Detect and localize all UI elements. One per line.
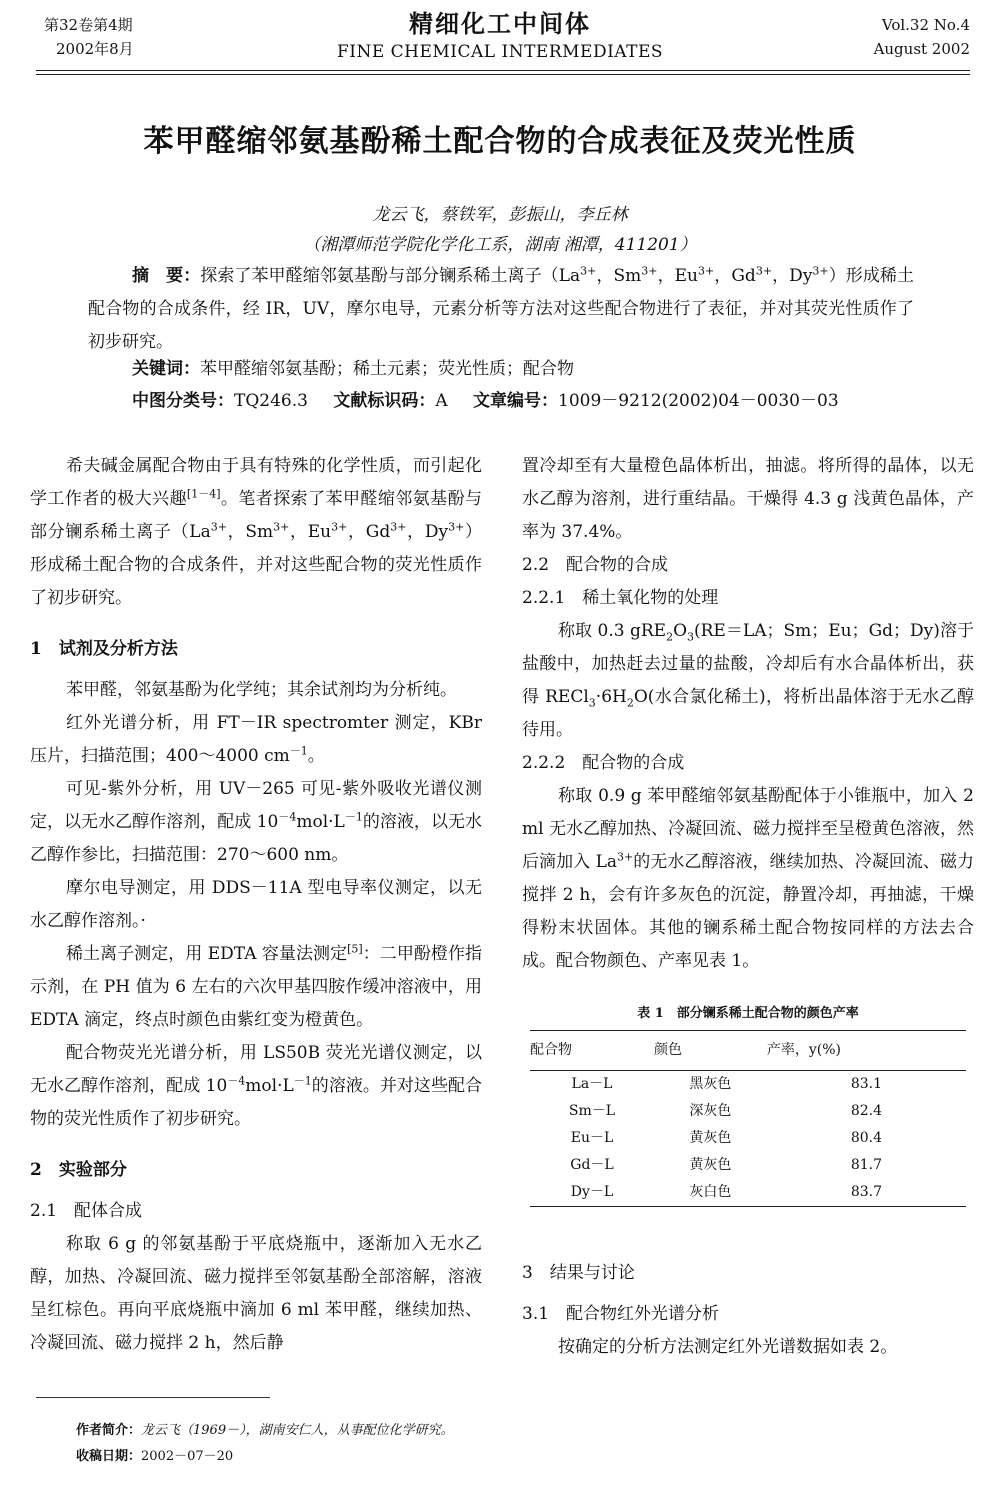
header-rule-top: [36, 70, 970, 71]
uv-text-a: 可见-紫外分析，用 UV－265 可见-紫外吸收光谱仪测定，以无水乙醇作溶剂，配成 10: [30, 779, 482, 832]
classification-line: [88, 388, 914, 414]
paragraph-conductance: 摩尔电导测定，用 DDS－11A 型电导率仪测定，以无水乙醇作溶剂。·: [30, 878, 482, 931]
intro-text-1: 希夫碱金属配合物由于具有特殊的化学性质，而引起化学工作者的极大兴趣: [30, 456, 482, 509]
article-title: 苯甲醛缩邻氨基酚稀土配合物的合成表征及荧光性质: [143, 124, 857, 159]
intro-text-3: 形成稀土配合物的合成条件，并对这些配合物的荧光性质作了初步研究。: [30, 555, 482, 608]
doc-code-label: 文献标识码：: [333, 391, 436, 411]
rare-earth-ref: [5]: [347, 942, 363, 956]
keywords-label: 关键词：: [132, 359, 200, 379]
paragraph-reagents: 苯甲醛，邻氨基酚为化学纯；其余试剂均为分析纯。: [66, 680, 457, 700]
section-2-heading: 2 实验部分: [30, 1160, 127, 1180]
fluorescence-text-a: 配合物荧光光谱分析，用 LS50B 荧光光谱仪测定，以无水乙醇作溶剂，配成 10: [30, 1043, 482, 1096]
table-cell: 深灰色: [689, 1103, 732, 1119]
header-volume-en: Vol.32 No.4: [881, 16, 970, 34]
rare-earth-text-a: 稀土离子测定，用 EDTA 容量法测定: [66, 944, 348, 964]
oxide-text-a: 称取 0.3 gRE: [558, 621, 667, 641]
paragraph-ligand-continued: 置冷却至有大量橙色晶体析出，抽滤。将所得的晶体，以无水乙醇为溶剂，进行重结晶。干燥得 4.3 g 浅黄色晶体，产率为 37.4%。: [522, 456, 974, 542]
article-number-value: 1009－9212(2002)04－0030－03: [558, 391, 839, 411]
abstract-label: 摘 要：: [132, 266, 201, 286]
section-2-1-heading: 2.1 配体合成: [30, 1201, 143, 1221]
table-cell: 82.4: [850, 1103, 882, 1119]
table-cell: Dy－L: [530, 1179, 654, 1207]
authors: 龙云飞，蔡铁军，彭振山，李丘林: [372, 205, 628, 225]
table-cell: 黄灰色: [689, 1130, 732, 1146]
table-header-yield: 产率，y(%): [767, 1031, 966, 1071]
table-cell: 黑灰色: [689, 1076, 732, 1092]
table-row: [530, 1125, 966, 1152]
table-cell: 80.4: [850, 1130, 882, 1146]
table-1-caption: 表 1 部分镧系稀土配合物的颜色产率: [637, 1006, 859, 1021]
keywords-line: [88, 356, 914, 382]
intro-text-2: 。笔者探索了苯甲醛缩邻氨基酚与部分镧系稀土离子（La: [30, 489, 483, 542]
clc-value: TQ246.3: [234, 391, 308, 411]
complex-text-a: 称取 0.9 g 苯甲醛缩邻氨基酚配体于小锥瓶中，加入 2 ml 无水乙醇加热、冷凝回流、磁力搅拌至呈橙黄色溶液，然后滴加入 La: [522, 786, 974, 872]
right-column: [522, 450, 974, 1364]
intro-ref: [1－4]: [186, 487, 221, 501]
journal-title-cn: 精细化工中间体: [409, 9, 591, 38]
abstract-text-a: 探索了苯甲醛缩邻氨基酚与部分镧系稀土离子（La: [200, 266, 581, 286]
oxide-text-c: (水合氯化稀土)，将析出晶体溶于无水乙醇待用。: [522, 687, 975, 740]
paragraph-oxide-treatment: 称取 0.3 $gRE_2O_3(RE=LA$；Sm；Eu；Gd；Dy)溶于盐酸中，加热赶去过量的盐酸，冷却后有水合晶体析出，获得 $RECl_3\cdot 6H_2O$(水合氯化稀土)，将析出晶体溶于无水乙醇待用。: [522, 621, 975, 740]
intro-paragraph: 希夫碱金属配合物由于具有特殊的化学性质，而引起化学工作者的极大兴趣[1－4]。笔者探索了苯甲醛缩邻氨基酚与部分镧系稀土离子（$La^{3+}$，$Sm^{3+}$，$Eu^{3+}$，$Gd^{3+}$，$Dy^{3+}$）形成稀土配合物的合成条件，并对这些配合物的荧光性质作了初步研究。: [30, 456, 483, 608]
table-row: [530, 1098, 966, 1125]
header-date-cn: 2002年8月: [56, 40, 134, 58]
table-row: [530, 1071, 966, 1099]
left-column: [30, 450, 482, 1360]
table-cell: 81.7: [850, 1157, 882, 1173]
paragraph-ir: 红外光谱分析，用 FT－IR spectromter 测定，KBr 压片，扫描范围；400～4000 $cm^{-1}$。: [30, 713, 482, 766]
section-3-heading: 3 结果与讨论: [522, 1263, 635, 1283]
table-cell: Sm－L: [568, 1103, 616, 1119]
abstract: 摘 要：探索了苯甲醛缩邻氨基酚与部分镧系稀土离子（$La^{3+}$，$Sm^{3+}$，$Eu^{3+}$，$Gd^{3+}$，$Dy^{3+}$）形成稀土配合物的合成条件，经 IR，UV，摩尔电导，元素分析等方法对这些配合物进行了表征，并对其荧光性质作了初步研究。: [88, 264, 914, 352]
table-1: [530, 1030, 966, 1207]
footnote-author: [76, 1420, 454, 1442]
table-header-color: 颜色: [654, 1031, 767, 1071]
table-cell: 83.1: [850, 1076, 882, 1092]
footnote-rule: [36, 1397, 270, 1398]
doc-code-value: A: [435, 391, 448, 411]
oxide-text-b: (RE＝LA；Sm；Eu；Gd；Dy)溶于盐酸中，加热赶去过量的盐酸，冷却后有水合晶体析出，获得 RECl: [522, 621, 974, 707]
paragraph-fluorescence: 配合物荧光光谱分析，用 LS50B 荧光光谱仪测定，以无水乙醇作溶剂，配成 $10^{-4}mol\cdot L^{-1}$的溶液。并对这些配合物的荧光性质作了初步研究。: [30, 1043, 482, 1129]
footnote-author-label: 作者简介：: [76, 1423, 142, 1438]
header-rule-bottom: [36, 74, 970, 75]
table-row: [530, 1179, 966, 1207]
table-cell: Gd－L: [570, 1157, 614, 1173]
table-cell: Eu－L: [570, 1130, 614, 1146]
rare-earth-text-b: ：二甲酚橙作指示剂，在 PH 值为 6 左右的六次甲基四胺作缓冲溶液中，用 EDTA 滴定，终点时颜色由紫红变为橙黄色。: [30, 944, 482, 1030]
footnote-received: [76, 1446, 233, 1468]
affiliation: （湘潭师范学院化学化工系，湖南 湘潭，411201）: [303, 235, 697, 255]
ir-text: 红外光谱分析，用 FT－IR spectromter 测定，KBr 压片，扫描范围；400～4000 cm: [30, 713, 482, 766]
header-date-en: August 2002: [873, 40, 970, 58]
uv-text-b: 的溶液，以无水乙醇作参比，扫描范围：270～600 nm。: [30, 812, 482, 865]
section-2-2-2-heading: 2.2.2 配合物的合成: [522, 753, 685, 773]
footnote-received-text: 2002－07－20: [141, 1449, 234, 1464]
keywords-text: 苯甲醛缩邻氨基酚；稀土元素；荧光性质；配合物: [200, 359, 574, 379]
section-2-2-heading: 2.2 配合物的合成: [522, 555, 669, 575]
section-1-heading: 1 试剂及分析方法: [30, 639, 178, 659]
paragraph-uv: 可见-紫外分析，用 UV－265 可见-紫外吸收光谱仪测定，以无水乙醇作溶剂，配成 $10^{-4}mol\cdot L^{-1}$的溶液，以无水乙醇作参比，扫描范围：270～600 nm。: [30, 779, 482, 865]
fluorescence-text-b: 的溶液。并对这些配合物的荧光性质作了初步研究。: [30, 1076, 482, 1129]
table-cell: 83.7: [767, 1179, 966, 1207]
header-volume-cn: 第32卷第4期: [44, 16, 133, 34]
paragraph-ligand-synthesis: 称取 6 g 的邻氨基酚于平底烧瓶中，逐渐加入无水乙醇，加热、冷凝回流、磁力搅拌至邻氨基酚全部溶解，溶液呈红棕色。再向平底烧瓶中滴加 6 ml 苯甲醛，继续加热、冷凝回流、磁力搅拌 2 h，然后静: [30, 1234, 482, 1353]
paragraph-complex-synthesis: 称取 0.9 g 苯甲醛缩邻氨基酚配体于小锥瓶中，加入 2 ml 无水乙醇加热、冷凝回流、磁力搅拌至呈橙黄色溶液，然后滴加入 $La^{3+}$的无水乙醇溶液，继续加热、冷凝回流、磁力搅拌 2 h，会有许多灰色的沉淀，静置冷却，再抽滤，干燥得粉末状固体。其他的镧系稀土配合物按同样的方法去合成。配合物颜色、产率见表 1。: [522, 786, 975, 971]
paragraph-ir-results: 按确定的分析方法测定红外光谱数据如表 2。: [558, 1337, 898, 1357]
footnote-author-text: 龙云飞（1969－），湖南安仁人，从事配位化学研究。: [141, 1423, 454, 1438]
table-cell: La－L: [571, 1076, 613, 1092]
table-row: [530, 1152, 966, 1179]
article-number-label: 文章编号：: [473, 391, 559, 411]
table-cell: 灰白色: [654, 1179, 767, 1207]
section-2-2-1-heading: 2.2.1 稀土氧化物的处理: [522, 588, 719, 608]
footnote-received-label: 收稿日期：: [76, 1449, 142, 1464]
section-3-1-heading: 3.1 配合物红外光谱分析: [522, 1304, 720, 1324]
table-header-complex: 配合物: [530, 1031, 654, 1071]
table-cell: 黄灰色: [689, 1157, 732, 1173]
clc-label: 中图分类号：: [132, 391, 234, 411]
paragraph-rare-earth: [30, 938, 482, 1037]
abstract-text-b: 形成稀土配合物的合成条件，经 IR，UV，摩尔电导，元素分析等方法对这些配合物进行了表征，并对其荧光性质作了初步研究。: [88, 266, 914, 352]
journal-title-en: FINE CHEMICAL INTERMEDIATES: [336, 42, 664, 62]
complex-text-b: 的无水乙醇溶液，继续加热、冷凝回流、磁力搅拌 2 h，会有许多灰色的沉淀，静置冷却，再抽滤，干燥得粉末状固体。其他的镧系稀土配合物按同样的方法去合成。配合物颜色、产率见表 1。: [522, 852, 975, 971]
